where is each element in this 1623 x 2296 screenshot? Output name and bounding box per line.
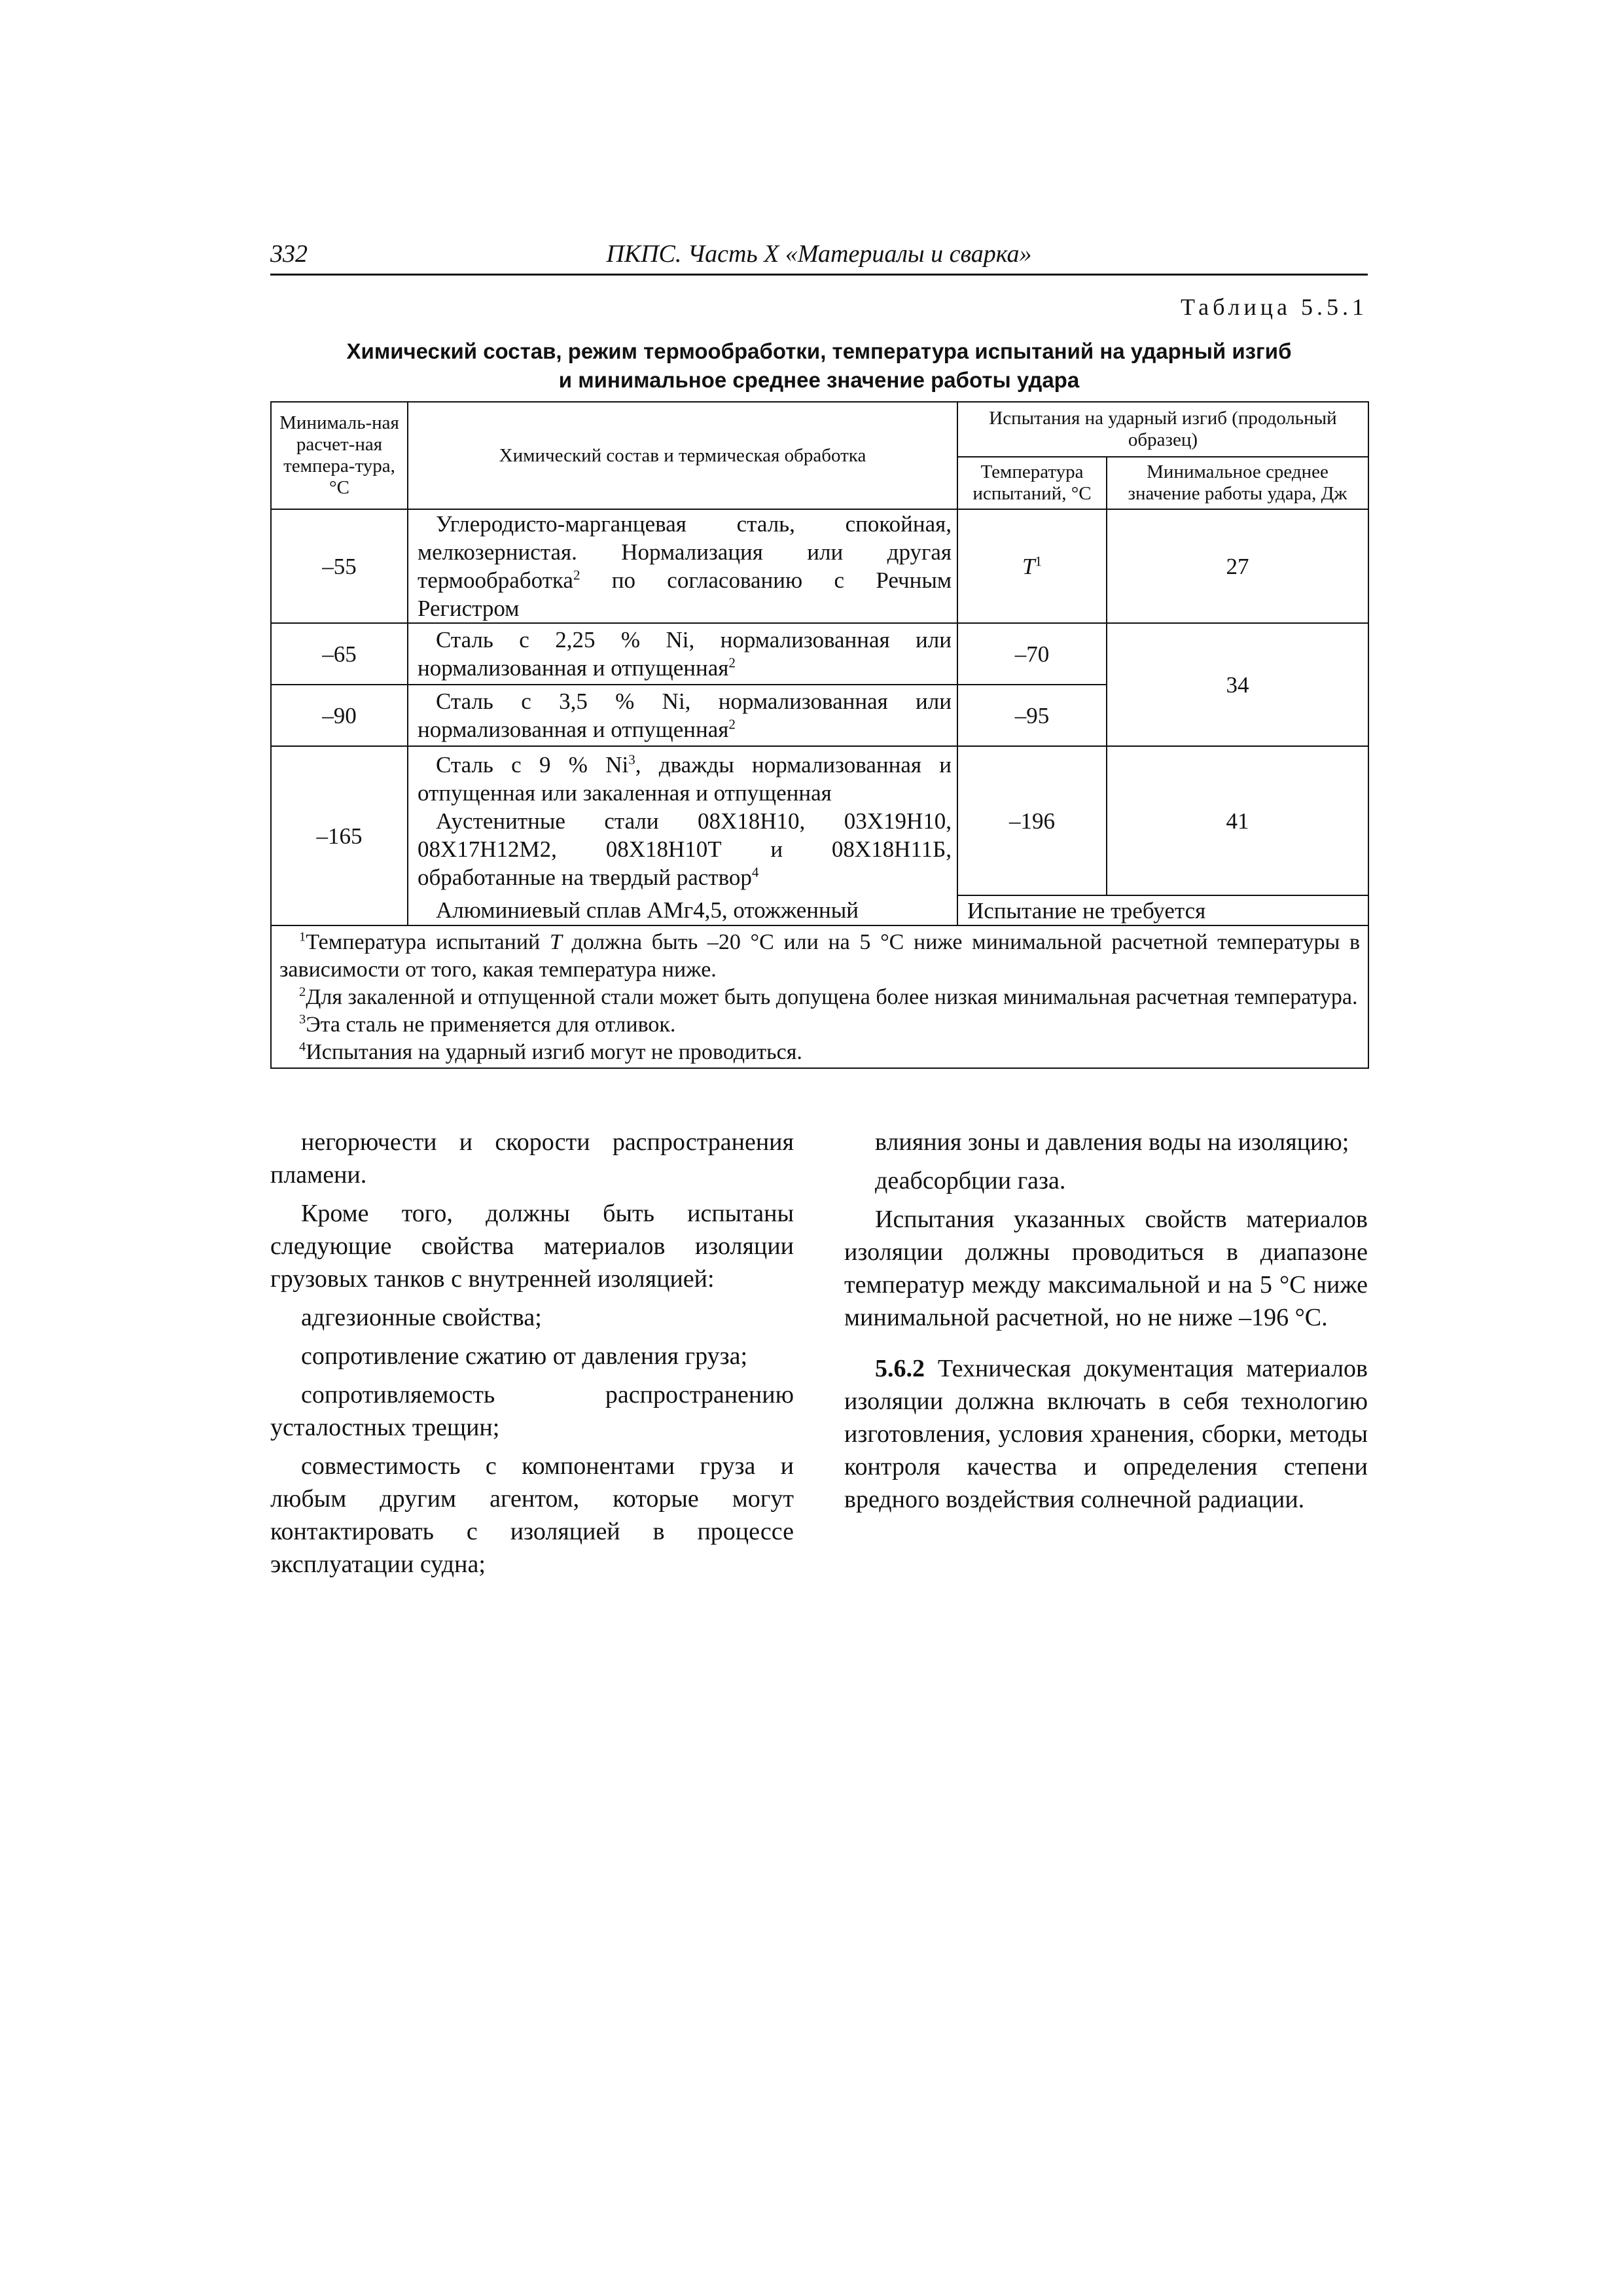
row-test-temp: –95 (957, 685, 1107, 746)
footnote-3: $^3$Эта сталь не применяется для отливок. (299, 1012, 676, 1037)
row-composition: Сталь с 2,25 % Ni, нормализованная или нормализованная и отпущенная$^2$ (408, 623, 957, 685)
paragraph: Кроме того, должны быть испытаны следующие свойства материалов изоляции грузовых танков с внутренней изоляцией: (270, 1200, 794, 1293)
table-row (271, 623, 1368, 685)
list-item: сопротивление сжатию от давления груза; (301, 1342, 748, 1370)
row-composition: Углеродисто-марганцевая сталь, спокойная, мелкозернистая. Нормализация или другая термообработка$^2$ по согласованию с Речным Регистром (408, 509, 957, 623)
row-composition: Сталь с 9 % Ni$^3$, дважды нормализованная и отпущенная или закаленная и отпущенная Аустенитные стали 08Х18Н10, 03Х19Н10, 08Х17Н12М2, 08Х18Н10Т и 08Х18Н11Б, обработанные на твердый раствор$^4$ (408, 746, 957, 895)
list-item: адгезионные свойства; (301, 1304, 542, 1331)
table-title (270, 337, 1368, 395)
header-composition: Химический состав и термическая обработка (408, 402, 957, 509)
list-item: деабсорбции газа. (875, 1167, 1066, 1194)
table-row (271, 509, 1368, 623)
data-table (270, 401, 1369, 1069)
list-item: совместимость с компонентами груза и любым другим агентом, которые могут контактировать с изоляцией в процессе эксплуатации судна; (270, 1452, 794, 1578)
header-min-temp: Минималь-ная расчет-ная темпера-тура, °C (271, 402, 408, 509)
list-item: сопротивляемость распространению усталостных трещин; (270, 1381, 794, 1441)
list-item: влияния зоны и давления воды на изоляцию; (875, 1128, 1349, 1156)
row-test-temp: $T^1$ (957, 509, 1107, 623)
row-min-energy: 41 (1107, 746, 1368, 895)
row-no-test: Испытание не требуется (957, 895, 1368, 925)
page-number: 332 (270, 240, 308, 268)
paragraph: Испытания указанных свойств материалов изоляции должны проводиться в диапазоне температур между максимальной и на 5 °C ниже минимальной расчетной, но не ниже –196 °C. (844, 1206, 1368, 1331)
section-5-6-2: 5.6.2 Техническая документация материалов изоляции должна включать в себя технологию изготовления, условия хранения, сборки, методы контроля качества и определения степени вредного воздействия солнечной радиации. (844, 1355, 1368, 1513)
footnote-2: $^2$Для закаленной и отпущенной стали может быть допущена более низкая минимальная расчетная температура. (299, 984, 1358, 1009)
header-min-energy: Минимальное среднее значение работы удара, Дж (1107, 457, 1368, 509)
footnote-4: $^4$Испытания на ударный изгиб могут не проводиться. (299, 1039, 802, 1064)
table-footnotes (271, 925, 1368, 1068)
header-test-temp: Температура испытаний, °C (957, 457, 1107, 509)
section-number: 5.6.2 (875, 1355, 925, 1382)
row-test-temp: –196 (957, 746, 1107, 895)
table-title-line-2: и минимальное среднее значение работы удара (558, 368, 1080, 392)
row-test-temp: –70 (957, 623, 1107, 685)
header-impact-test: Испытания на ударный изгиб (продольный образец) (957, 402, 1368, 457)
paragraph: негорючести и скорости распространения пламени. (270, 1128, 794, 1189)
running-title: ПКПС. Часть X «Материалы и сварка» (606, 240, 1032, 268)
table-header-row (271, 402, 1368, 457)
page-header (270, 237, 1368, 276)
table-row (271, 746, 1368, 895)
row-min-energy: 34 (1107, 623, 1368, 746)
row-min-temp: –165 (271, 746, 408, 925)
table-title-line-1: Химический состав, режим термообработки, температура испытаний на ударный изгиб (346, 339, 1292, 363)
row-min-temp: –90 (271, 685, 408, 746)
table-footnotes-row (271, 925, 1368, 1068)
row-min-temp: –55 (271, 509, 408, 623)
body-column-left (270, 1126, 794, 1587)
table-row (271, 895, 1368, 925)
body-column-right (844, 1126, 1368, 1522)
row-composition: Сталь с 3,5 % Ni, нормализованная или нормализованная и отпущенная$^2$ (408, 685, 957, 746)
table-label: Таблица 5.5.1 (1181, 294, 1368, 320)
row-composition: Алюминиевый сплав АМг4,5, отожженный (408, 895, 957, 925)
row-min-energy: 27 (1107, 509, 1368, 623)
row-min-temp: –65 (271, 623, 408, 685)
footnote-1: $^1$Температура испытаний T должна быть –20 °C или на 5 °C ниже минимальной расчетной температуры в зависимости от того, какая температура ниже. (279, 929, 1360, 982)
